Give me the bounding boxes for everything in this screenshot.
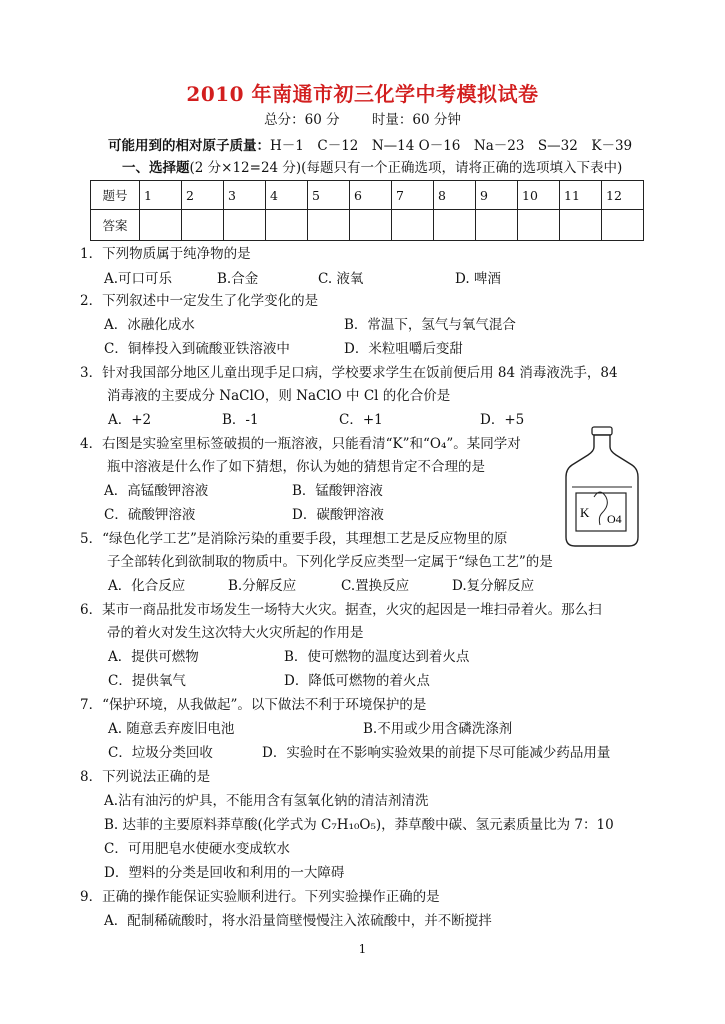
question-7-option-d: D．实验时在不影响实验效果的前提下尽可能减少药品用量 bbox=[262, 745, 611, 761]
answer-cell[interactable] bbox=[308, 210, 350, 241]
answer-cell[interactable] bbox=[392, 210, 434, 241]
answer-table bbox=[90, 180, 644, 241]
question-8-option-b: B. 达菲的主要原料莽草酸(化学式为 C₇H₁₀O₅)，莽草酸中碳、氢元素质量比为 7：10 bbox=[104, 817, 614, 833]
question-8-stem: 8．下列说法正确的是 bbox=[80, 769, 211, 785]
question-number-cell: 9 bbox=[476, 181, 518, 210]
question-6-option-d: D．降低可燃物的着火点 bbox=[284, 673, 430, 689]
answer-cell[interactable] bbox=[518, 210, 560, 241]
question-number-cell: 1 bbox=[140, 181, 182, 210]
question-1-option-c: C. 液氧 bbox=[318, 271, 364, 287]
question-1-option-b: B.合金 bbox=[217, 271, 259, 287]
question-6-stem: 6．某市一商品批发市场发生一场特大火灾。据查，火灾的起因是一堆扫帚着火。那么扫 bbox=[80, 602, 602, 618]
label-k: K bbox=[580, 505, 590, 520]
question-5-stem: 5．“绿色化学工艺”是消除污染的重要手段，其理想工艺是反应物里的原 bbox=[80, 531, 508, 547]
answer-cell[interactable] bbox=[476, 210, 518, 241]
question-4-stem-cont: 瓶中溶液是什么作了如下猜想，你认为她的猜想肯定不合理的是 bbox=[107, 459, 485, 475]
question-number-cell: 3 bbox=[224, 181, 266, 210]
question-5-option-a: A．化合反应 bbox=[108, 578, 186, 594]
question-7-option-b: B.不用或少用含磷洗涤剂 bbox=[363, 721, 513, 737]
question-4-option-a: A．高锰酸钾溶液 bbox=[104, 483, 209, 499]
answer-cell[interactable] bbox=[182, 210, 224, 241]
question-3-option-b: B．-1 bbox=[222, 412, 259, 428]
question-number-cell: 2 bbox=[182, 181, 224, 210]
question-6-stem-cont: 帚的着火对发生这次特大火灾所起的作用是 bbox=[107, 625, 364, 641]
answer-table-answer-row bbox=[91, 210, 644, 241]
question-5-option-c: C.置换反应 bbox=[341, 578, 410, 594]
atomic-masses-label: 可能用到的相对原子质量： bbox=[108, 138, 270, 154]
question-4-option-d: D．碳酸钾溶液 bbox=[292, 507, 384, 523]
question-6-option-b: B．使可燃物的温度达到着火点 bbox=[284, 649, 470, 665]
question-2-option-b: B．常温下，氢气与氧气混合 bbox=[344, 317, 516, 333]
question-8-option-c: C．可用肥皂水使硬水变成软水 bbox=[104, 841, 290, 857]
question-2-option-d: D．米粒咀嚼后变甜 bbox=[344, 341, 463, 357]
question-4-stem: 4．右图是实验室里标签破损的一瓶溶液，只能看清“K”和“O₄”。某同学对 bbox=[80, 436, 521, 452]
question-7-option-c: C．垃圾分类回收 bbox=[108, 745, 213, 761]
question-number-cell: 7 bbox=[392, 181, 434, 210]
question-number-cell: 5 bbox=[308, 181, 350, 210]
question-8-option-a: A.沾有油污的炉具，不能用含有氢氧化钠的清洁剂清洗 bbox=[104, 793, 429, 809]
reagent-bottle-illustration bbox=[562, 425, 642, 550]
time-limit: 时量：60 分钟 bbox=[371, 112, 461, 128]
bottle-stopper bbox=[592, 427, 612, 435]
atomic-masses-values: H－1 C－12 N—14 O－16 Na－23 S—32 K－39 bbox=[270, 138, 633, 154]
question-9-option-a: A．配制稀硫酸时，将水沿量筒壁慢慢注入浓硫酸中，并不断搅拌 bbox=[104, 913, 492, 929]
question-2-stem: 2．下列叙述中一定发生了化学变化的是 bbox=[80, 293, 319, 309]
answer-cell[interactable] bbox=[140, 210, 182, 241]
answer-header: 答案 bbox=[91, 210, 140, 241]
question-number-cell: 11 bbox=[560, 181, 602, 210]
answer-cell[interactable] bbox=[350, 210, 392, 241]
answer-table-number-row bbox=[91, 181, 644, 210]
question-number-cell: 4 bbox=[266, 181, 308, 210]
answer-cell[interactable] bbox=[434, 210, 476, 241]
answer-cell[interactable] bbox=[266, 210, 308, 241]
question-5-option-d: D.复分解反应 bbox=[452, 578, 535, 594]
question-number-cell: 12 bbox=[602, 181, 644, 210]
question-9-stem: 9．正确的操作能保证实验顺利进行。下列实验操作正确的是 bbox=[80, 889, 440, 905]
exam-meta bbox=[0, 108, 725, 128]
question-2-option-a: A．冰融化成水 bbox=[104, 317, 195, 333]
question-1-option-a: A.可口可乐 bbox=[104, 271, 173, 287]
question-5-stem-cont: 子全部转化到欲制取的物质中。下列化学反应类型一定属于“绿色工艺”的是 bbox=[107, 554, 553, 570]
question-number-cell: 6 bbox=[350, 181, 392, 210]
answer-cell[interactable] bbox=[560, 210, 602, 241]
question-3-option-a: A．+2 bbox=[108, 412, 152, 428]
question-3-stem-cont: 消毒液的主要成分 NaClO，则 NaClO 中 Cl 的化合价是 bbox=[107, 388, 451, 404]
section-desc: (2 分×12=24 分)(每题只有一个正确选项，请将正确的选项填入下表中) bbox=[189, 160, 623, 176]
question-5-option-b: B.分解反应 bbox=[228, 578, 297, 594]
question-6-option-c: C．提供氧气 bbox=[108, 673, 186, 689]
question-number-cell: 8 bbox=[434, 181, 476, 210]
question-3-option-d: D．+5 bbox=[480, 412, 525, 428]
question-7-stem: 7．“保护环境，从我做起”。以下做法不利于环境保护的是 bbox=[80, 697, 427, 713]
question-4-option-c: C．硫酸钾溶液 bbox=[104, 507, 196, 523]
label-o4: O4 bbox=[607, 512, 622, 526]
section-heading bbox=[122, 156, 622, 176]
question-1-option-d: D. 啤酒 bbox=[455, 271, 501, 287]
exam-title: 2010 年南通市初三化学中考模拟试卷 bbox=[186, 82, 539, 106]
question-4-option-b: B．锰酸钾溶液 bbox=[292, 483, 383, 499]
question-number-header: 题号 bbox=[91, 181, 140, 210]
question-3-stem: 3．针对我国部分地区儿童出现手足口病，学校要求学生在饭前便后用 84 消毒液洗手，84 bbox=[80, 365, 618, 381]
total-score: 总分：60 分 bbox=[264, 112, 340, 128]
question-6-option-a: A．提供可燃物 bbox=[108, 649, 199, 665]
atomic-masses bbox=[108, 134, 632, 154]
question-8-option-d: D．塑料的分类是回收和利用的一大障碍 bbox=[104, 865, 345, 881]
question-number-cell: 10 bbox=[518, 181, 560, 210]
question-1-stem: 1．下列物质属于纯净物的是 bbox=[80, 246, 251, 262]
answer-cell[interactable] bbox=[602, 210, 644, 241]
page-number: 1 bbox=[358, 942, 367, 956]
question-3-option-c: C．+1 bbox=[339, 412, 383, 428]
question-2-option-c: C．铜棒投入到硫酸亚铁溶液中 bbox=[104, 341, 290, 357]
section-label: 一、选择题 bbox=[122, 160, 190, 176]
answer-cell[interactable] bbox=[224, 210, 266, 241]
question-7-option-a: A. 随意丢弃废旧电池 bbox=[108, 721, 235, 737]
